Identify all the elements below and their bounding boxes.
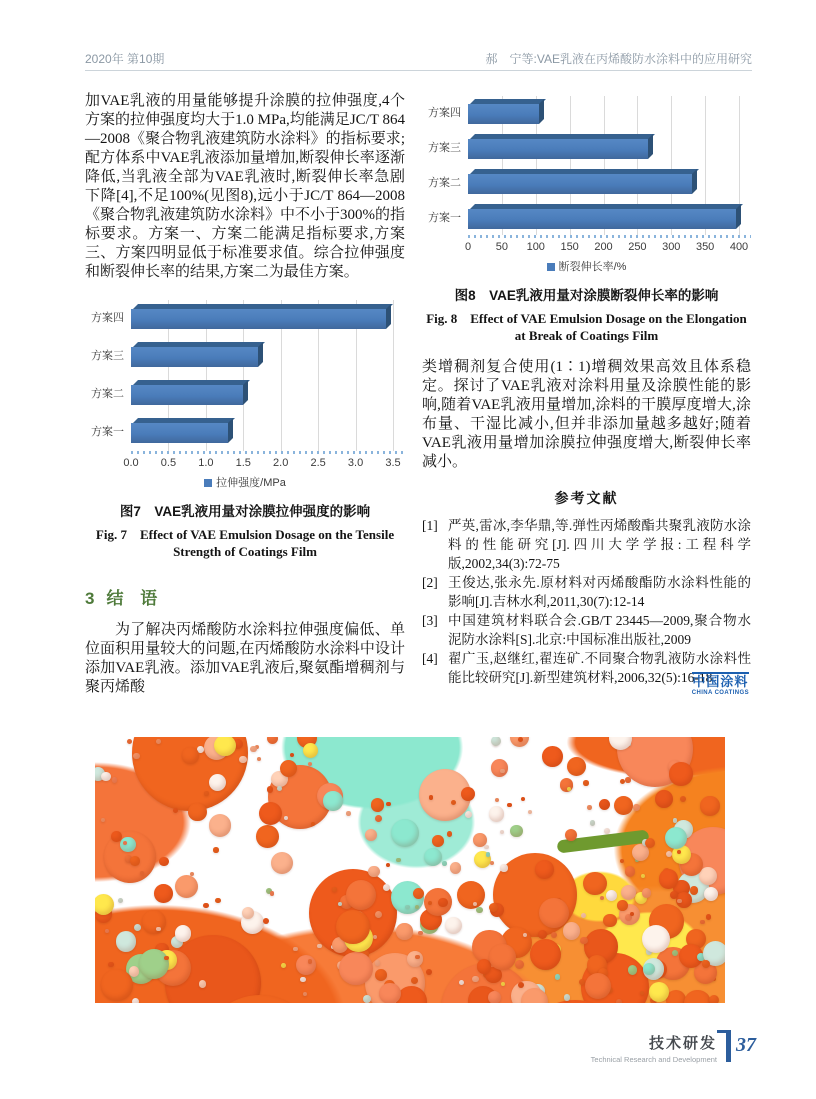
x-axis-labels [464, 238, 751, 254]
reference-text: 翟广玉,赵继红,翟连矿.不同聚合物乳液防水涂料性能比较研究[J].新型建筑材料,2006,32(5):16-18 [448, 651, 751, 685]
paint-bubble [259, 802, 282, 825]
paint-bubble [542, 746, 563, 767]
bar-方案二 [468, 174, 692, 194]
paint-bubble [271, 852, 293, 874]
paint-bubble [130, 856, 140, 866]
paint-bubble [606, 890, 617, 901]
reference-item [422, 611, 751, 649]
paint-bubble [308, 959, 313, 964]
paint-bubble [383, 884, 390, 891]
paint-bubble [665, 827, 687, 849]
paint-bubble [363, 995, 372, 1003]
paint-bubble [659, 869, 678, 888]
paint-bubble [428, 901, 432, 905]
paint-bubble [564, 994, 571, 1001]
paint-bubble [129, 966, 139, 976]
section-number: 3 [85, 589, 95, 608]
paint-bubble [267, 737, 278, 744]
paint-bubble [209, 774, 226, 791]
paint-bubble [365, 829, 377, 841]
paint-bubble [418, 931, 422, 935]
paint-bubble [445, 917, 462, 934]
paint-bubble [489, 944, 516, 971]
legend-label: 拉伸强度/MPa [216, 477, 286, 489]
x-tick-label: 0 [464, 241, 472, 253]
paint-bubble [373, 935, 377, 939]
paint-bubble [317, 944, 321, 948]
paint-bubble [640, 991, 644, 995]
paint-bubble [188, 803, 207, 822]
paint-bubble [323, 791, 343, 811]
paint-bubble [270, 891, 275, 896]
paint-bubble [530, 939, 561, 970]
paint-bubble [108, 962, 114, 968]
logo-text-en: CHINA COATINGS [691, 690, 749, 697]
paint-bubble [429, 795, 434, 800]
paint-bubble [112, 777, 118, 783]
paint-bubble [442, 861, 446, 865]
reference-number: [3] [422, 613, 438, 628]
reference-number: [1] [422, 518, 438, 533]
figure8-caption [422, 284, 751, 344]
paint-bubble [603, 914, 617, 928]
paint-bubble [447, 831, 453, 837]
footer-label-en: Technical Research and Development [590, 1055, 717, 1064]
paint-bubble [614, 796, 633, 815]
paint-bubble [628, 965, 637, 974]
paint-bubble [457, 881, 485, 909]
paint-bubble [489, 806, 504, 821]
paint-bubble [645, 838, 655, 848]
left-column [85, 92, 405, 697]
paint-bubble [426, 969, 432, 975]
paint-bubble [242, 907, 254, 919]
reference-text: 王俊达,张永先.原材料对丙烯酸酯防水涂料性能的影响[J].吉林水利,2011,30(7):12-14 [448, 575, 751, 609]
x-tick-label: 0.0 [123, 457, 139, 469]
paint-bubble [407, 951, 423, 967]
paint-bubble [175, 925, 192, 942]
paint-bubble [539, 898, 569, 928]
chart-plot-inner [468, 94, 739, 238]
category-label: 方案一 [428, 211, 461, 224]
figure7-caption-zh: 图7 VAE乳液用量对涂膜拉伸强度的影响 [119, 504, 371, 519]
x-tick-label: 3.0 [347, 457, 364, 469]
conclusion-paragraph: 为了解决丙烯酸防水涂料拉伸强度偏低、单位面积用量较大的问题,在丙烯酸防水涂料中设计添加VAE乳液。添加VAE乳液后,聚氨酯增稠剂与聚丙烯酸 [85, 622, 405, 695]
legend-swatch-icon [547, 263, 555, 271]
paint-bubble [523, 933, 527, 937]
paint-bubble [105, 929, 109, 933]
paint-bubble [263, 918, 269, 924]
abstract-paint-artwork [95, 737, 725, 1003]
paint-bubble [134, 924, 141, 931]
x-tick-label: 1.0 [198, 457, 214, 469]
paint-bubble [182, 747, 198, 763]
references-list [422, 516, 751, 687]
paint-bubble [267, 786, 273, 792]
paint-bubble [567, 757, 586, 776]
bar-方案三 [468, 139, 648, 159]
paint-bubble [432, 835, 444, 847]
paint-bubble [386, 802, 391, 807]
paint-bubble [684, 990, 710, 1003]
chart-legend [85, 474, 405, 490]
paint-bubble [538, 930, 547, 939]
paint-bubble [415, 955, 419, 959]
figure8-caption-zh: 图8 VAE乳液用量对涂膜断裂伸长率的影响 [454, 288, 719, 303]
paint-bubble [616, 999, 622, 1003]
paint-bubble [565, 829, 577, 841]
paint-bubble [101, 818, 105, 822]
paint-bubble [491, 737, 501, 746]
category-label: 方案二 [91, 388, 124, 400]
paint-bubble [704, 887, 718, 901]
paint-bubble [396, 923, 412, 939]
paint-bubble [599, 799, 610, 810]
paint-bubble [620, 779, 625, 784]
paint-bubble [507, 803, 511, 807]
reference-number: [4] [422, 651, 438, 666]
x-tick-label: 3.5 [385, 457, 401, 469]
paint-bubble [346, 811, 350, 815]
paint-bubble [551, 932, 557, 938]
category-label: 方案三 [91, 350, 124, 362]
paint-bubble [583, 780, 588, 785]
x-tick-label: 150 [560, 241, 579, 253]
paint-bubble [669, 762, 692, 785]
page-number: 37 [736, 1034, 756, 1056]
header-rule [85, 70, 752, 71]
chart-category-axis [422, 94, 468, 238]
footer-accent-bar [726, 1030, 731, 1062]
paint-bubble [386, 863, 390, 867]
paint-bubble [700, 920, 704, 924]
reference-item [422, 516, 751, 573]
paint-bubble [450, 862, 461, 873]
paint-bubble [396, 858, 400, 862]
paint-bubble [655, 790, 673, 808]
paint-bubble [709, 995, 719, 1003]
x-axis-labels [123, 454, 405, 470]
category-label: 方案四 [91, 312, 124, 324]
paint-bubble [213, 847, 218, 852]
paint-bubble [424, 848, 442, 866]
paint-bubble [600, 896, 604, 900]
footer-section-label [591, 1030, 717, 1064]
paint-bubble [303, 992, 307, 996]
paint-bubble [677, 899, 681, 903]
paint-bubble [491, 759, 508, 776]
paint-bubble [296, 955, 316, 975]
paint-bubble [308, 762, 312, 766]
paint-bubble [472, 976, 478, 982]
x-tick-label: 250 [628, 241, 647, 253]
chart-plot-inner [131, 298, 393, 454]
paint-bubble [702, 960, 710, 968]
paint-bubble [583, 872, 606, 895]
chart-plot-area [131, 298, 405, 454]
paint-bubble [293, 947, 297, 951]
bar-方案四 [131, 309, 386, 329]
figure7-bar-chart [85, 298, 405, 490]
paint-bubble [620, 859, 624, 863]
two-column-body [85, 92, 751, 697]
paint-bubble [625, 777, 630, 782]
paint-bubble [175, 875, 198, 898]
paint-bubble [164, 956, 168, 960]
right-column [422, 92, 751, 697]
x-tick-label: 350 [695, 241, 715, 253]
paint-bubble [567, 787, 571, 791]
chart-plot [422, 94, 751, 238]
x-tick-label: 2.5 [310, 457, 326, 469]
paint-bubble [515, 960, 525, 970]
paint-bubble [391, 819, 419, 847]
paint-bubble [173, 808, 179, 814]
paint-bubble [250, 746, 257, 753]
paint-bubble [332, 887, 336, 891]
figure8-caption-en-line1: Fig. 8 Effect of VAE Emulsion Dosage on the Elongation [426, 311, 747, 326]
paint-bubble [116, 931, 137, 952]
paint-bubble [290, 753, 294, 757]
paint-bubble [405, 905, 410, 910]
paint-bubble [625, 866, 636, 877]
reference-text: 中国建筑材料联合会.GB/T 23445—2009,聚合物水泥防水涂料[S].北京:中国标准出版社,2009 [448, 613, 751, 647]
paint-bubble [209, 814, 232, 837]
paint-bubble [581, 913, 586, 918]
paint-bubble [371, 798, 385, 812]
paint-bubble [486, 852, 490, 856]
chart-legend [422, 258, 751, 274]
bar-方案一 [468, 209, 736, 229]
paint-bubble [642, 888, 651, 897]
paint-bubble [535, 860, 554, 879]
section-heading-conclusion [85, 584, 405, 609]
paint-bubble [111, 831, 121, 841]
paint-bubble [311, 822, 315, 826]
paint-bubble [484, 845, 488, 849]
paint-bubble [375, 815, 382, 822]
x-tick-label: 50 [495, 241, 508, 253]
paint-bubble [495, 798, 499, 802]
paint-bubble [621, 885, 636, 900]
bar-方案三 [131, 347, 258, 367]
paint-bubble [617, 900, 628, 911]
paint-bubble [500, 864, 507, 871]
page-header [85, 50, 752, 67]
category-label: 方案一 [91, 426, 124, 438]
paint-bubble [215, 898, 221, 904]
figure8-bar-chart [422, 94, 751, 274]
reference-item [422, 573, 751, 611]
figure7-caption-en-line1: Fig. 7 Effect of VAE Emulsion Dosage on the Tensile [95, 527, 395, 542]
legend-swatch-icon [204, 479, 212, 487]
category-label: 方案二 [428, 176, 461, 189]
footer-label-zh: 技术研发 [648, 1035, 717, 1052]
paint-bubble [476, 907, 482, 913]
paint-bubble [379, 983, 401, 1003]
header-issue: 2020年 第10期 [85, 52, 165, 66]
figure8-caption-en-line2: at Break of Coatings Film [514, 328, 659, 343]
paint-bubble [438, 898, 447, 907]
paint-bubble [641, 874, 645, 878]
paint-bubble [555, 974, 561, 980]
logo-text-zh: 中国涂料 [692, 674, 749, 690]
paint-bubble [521, 797, 525, 801]
paint-bubble [580, 937, 588, 945]
paint-bubble [300, 977, 305, 982]
paint-bubble [490, 861, 495, 866]
paint-bubble [257, 757, 261, 761]
paint-bubble [303, 743, 318, 758]
paint-bubble [154, 884, 173, 903]
paint-bubble [139, 949, 169, 979]
paint-bubble [500, 830, 504, 834]
chart-plot-area [468, 94, 751, 238]
paint-bubble [375, 969, 387, 981]
section-title: 结 语 [106, 589, 164, 608]
chart-plot [85, 298, 405, 454]
figure7-caption [85, 500, 405, 560]
paint-bubble [666, 851, 672, 857]
china-coatings-logo [692, 672, 749, 697]
paint-bubble [101, 772, 111, 782]
bar-方案一 [131, 423, 228, 443]
paint-bubble [127, 739, 132, 744]
x-tick-label: 300 [662, 241, 681, 253]
page-footer [591, 1030, 756, 1064]
paint-bubble [461, 787, 475, 801]
paint-bubble [700, 796, 719, 815]
paint-bubble [465, 811, 472, 818]
paint-bubble [368, 866, 379, 877]
reference-number: [2] [422, 575, 438, 590]
reference-text: 严英,雷冰,李华鼎,等.弹性丙烯酸酯共聚乳液防水涂料的性能研究[J].四川大学学报:工程科学版,2002,34(3):72-75 [448, 518, 751, 571]
paint-bubble [142, 910, 166, 934]
category-label: 方案四 [428, 106, 461, 119]
paint-bubble [101, 969, 133, 1001]
paint-bubble [156, 927, 161, 932]
paint-bubble [528, 810, 532, 814]
paint-bubble [510, 825, 522, 837]
category-label: 方案三 [428, 141, 461, 154]
gridline [393, 300, 394, 451]
figure7-caption-en-line2: Strength of Coatings Film [173, 544, 317, 559]
paint-bubble [336, 910, 370, 944]
x-tick-label: 100 [526, 241, 545, 253]
bar-方案四 [468, 104, 539, 124]
paint-bubble [204, 791, 208, 795]
x-tick-label: 400 [729, 241, 749, 253]
paint-bubble [159, 857, 169, 867]
references-heading: 参考文献 [554, 490, 619, 506]
paint-bubble [680, 796, 686, 802]
paint-bubble [203, 903, 209, 909]
paint-bubble [132, 998, 139, 1003]
paint-bubble [706, 914, 711, 919]
paint-bubble [123, 841, 127, 845]
paint-bubble [284, 816, 288, 820]
x-tick-label: 200 [594, 241, 613, 253]
body-paragraph: 类增稠剂复合使用(1∶1)增稠效果高效且体系稳定。探讨了VAE乳液对涂料用量及涂膜性能的影响,随着VAE乳液用量增加,涂料的干膜厚度增大,涂布量、干湿比减小,但并非添加量越多越好;随着VAE乳液用量增加涂膜拉伸强度增大,断裂伸长率减小。 [422, 359, 751, 470]
x-tick-label: 2.0 [273, 457, 289, 469]
legend-label: 断裂伸长率/% [558, 261, 627, 273]
paint-bubble [604, 828, 610, 834]
paint-bubble [590, 820, 595, 825]
paint-bubble [239, 756, 246, 763]
bar-方案二 [131, 385, 243, 405]
paint-bubble [281, 963, 286, 968]
x-tick-label: 0.5 [160, 457, 177, 469]
paint-bubble [587, 805, 592, 810]
paint-bubble [339, 952, 373, 986]
body-paragraph: 加VAE乳液的用量能够提升涂膜的拉伸强度,4个方案的拉伸强度均大于1.0 MPa,均能满足JC/T 864—2008《聚合物乳液建筑防水涂料》的指标要求;配方体系中VAE乳液添加量增加,断裂伸长率逐渐降低,当乳液全部为VAE乳液时,断裂伸长率急剧下降[4],不足100%(见图8),远小于JC/T 864—2008《聚合物乳液建筑防水涂料》中不小于300%的指标要求。方案一、方案二能满足指标要求,方案三、方案四明显低于标准要求值。综合拉伸强度和断裂伸长率的结果,方案二为最佳方案。 [85, 93, 405, 280]
paint-bubble [488, 991, 501, 1003]
x-tick-label: 1.5 [235, 457, 251, 469]
paint-bubble [156, 739, 161, 744]
paint-bubble [118, 898, 123, 903]
paint-bubble [256, 825, 279, 848]
paint-bubble [690, 886, 699, 895]
paint-bubble [633, 804, 639, 810]
chart-category-axis [85, 298, 131, 454]
paint-bubble [563, 922, 581, 940]
header-running-title: 郝 宁等:VAE乳液在丙烯酸防水涂料中的应用研究 [485, 52, 752, 66]
